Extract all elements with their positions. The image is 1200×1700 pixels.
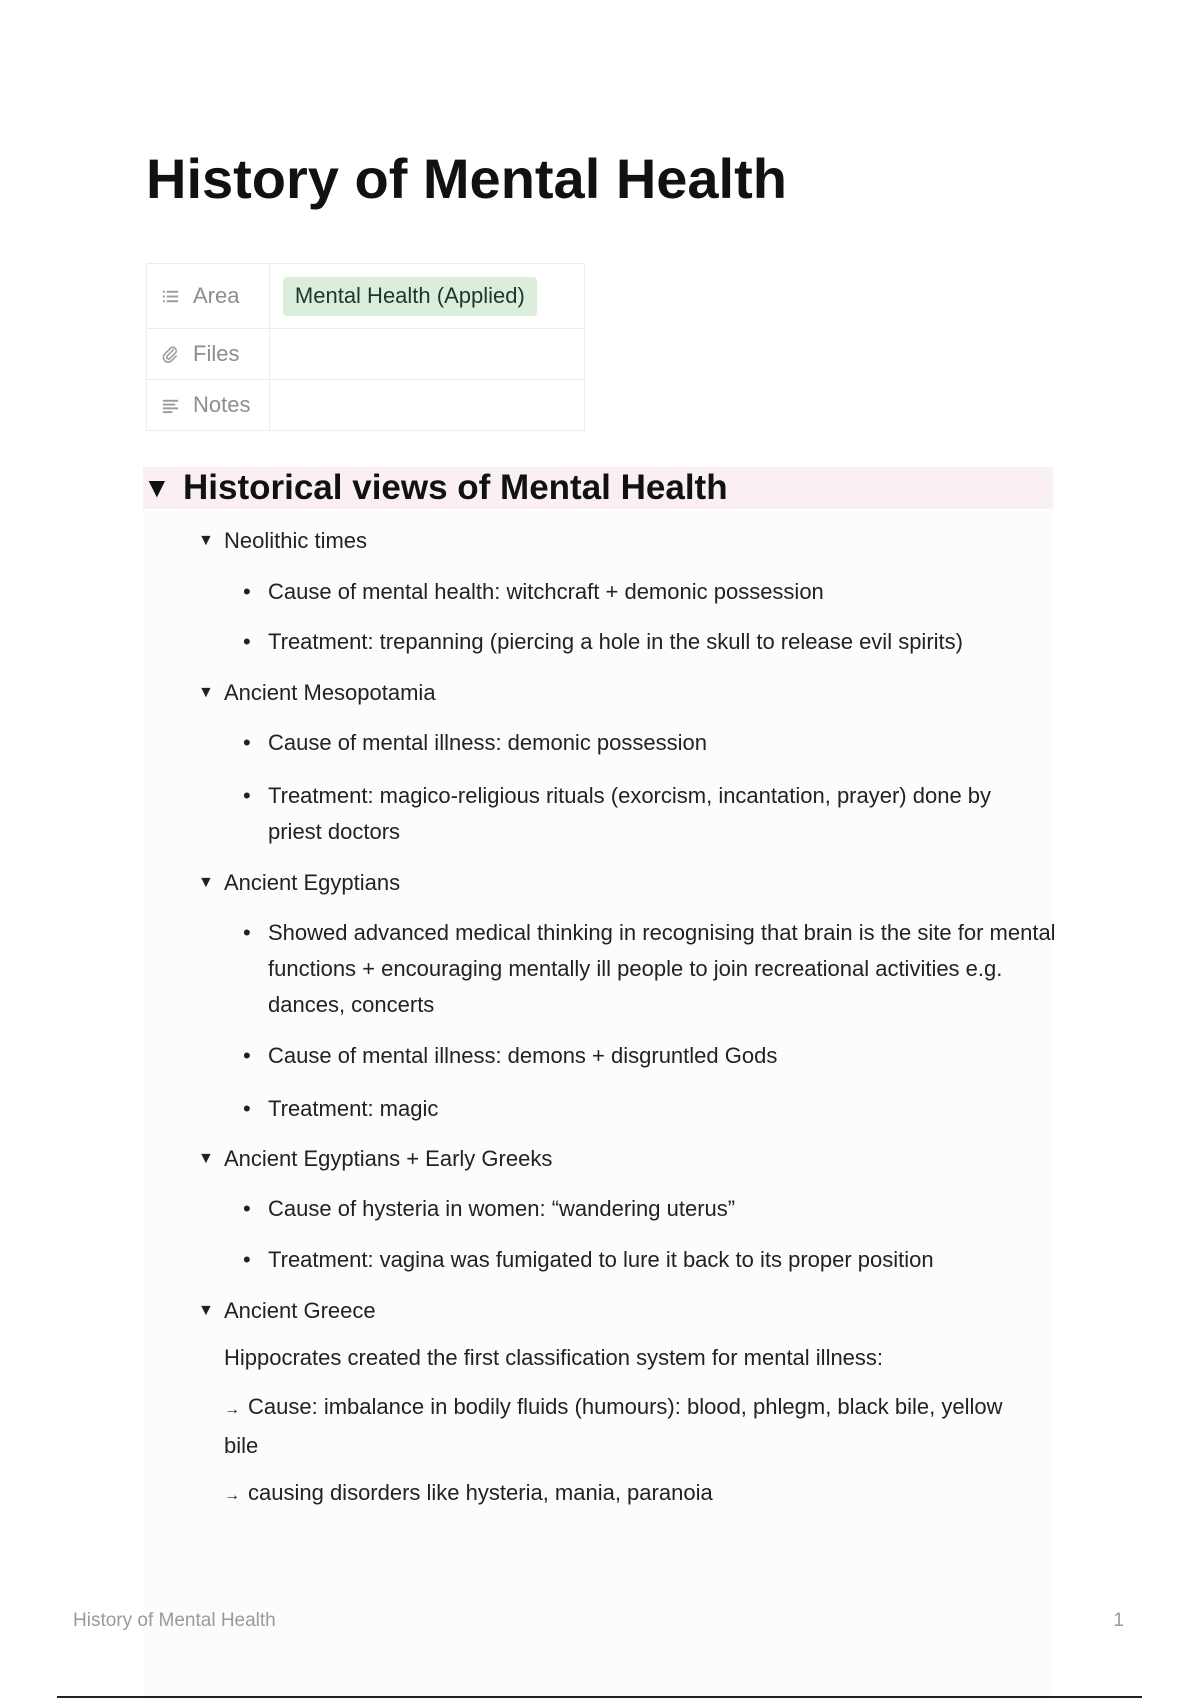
list-item: • Cause of mental illness: demonic possession — [243, 725, 1053, 761]
toggle-label: Ancient Egyptians — [224, 870, 401, 895]
toggle-heading-section — [143, 467, 1053, 509]
property-label-notes: Notes — [193, 392, 251, 417]
toggle-triangle-icon[interactable]: ▼ — [143, 472, 171, 503]
list-item: • Treatment: magic — [243, 1091, 1053, 1127]
property-row-files — [147, 329, 585, 380]
toggle-label: Neolithic times — [224, 528, 368, 553]
paragraph: Hippocrates created the first classification system for mental illness: — [224, 1345, 884, 1370]
bullet-icon: • — [243, 1247, 251, 1272]
section-heading: Historical views of Mental Health — [183, 468, 728, 507]
bullet-icon: • — [243, 1043, 251, 1068]
toggle-label: Ancient Mesopotamia — [224, 680, 436, 705]
property-value-area[interactable] — [269, 264, 584, 329]
footer-divider — [57, 1696, 1142, 1698]
list-item: • Showed advanced medical thinking in recognising that brain is the site for mental functions + encouraging mentally ill people to join recreational activities e.g. dances, concerts — [243, 915, 1058, 1023]
list-item: • Cause of mental health: witchcraft + demonic possession — [243, 574, 1053, 610]
list-item: • Treatment: trepanning (piercing a hole in the skull to release evil spirits) — [243, 624, 1053, 660]
property-label-files: Files — [193, 341, 240, 366]
property-key-notes[interactable] — [147, 380, 270, 431]
area-tag[interactable]: Mental Health (Applied) — [283, 277, 537, 316]
paragraph: → causing disorders like hysteria, mania, paranoia — [224, 1480, 713, 1505]
toggle-heading[interactable] — [143, 467, 1053, 509]
property-value-notes[interactable] — [269, 380, 584, 431]
bullet-icon: • — [243, 1096, 251, 1121]
paperclip-icon — [161, 345, 180, 364]
toggle-triangle-icon[interactable]: ▼ — [198, 532, 214, 549]
property-key-area[interactable] — [147, 264, 270, 329]
footer-page-number: 1 — [1113, 1610, 1124, 1631]
toggle-item-mesopotamia[interactable] — [198, 680, 436, 706]
property-label-area: Area — [193, 283, 240, 308]
bullet-icon: • — [243, 1196, 251, 1221]
toggle-triangle-icon[interactable]: ▼ — [198, 684, 214, 701]
toggle-label: Ancient Egyptians + Early Greeks — [224, 1146, 553, 1171]
arrow-right-icon: → — [224, 1401, 240, 1418]
property-value-files[interactable] — [269, 329, 584, 380]
toggle-item-egyptians[interactable] — [198, 870, 400, 896]
property-row-notes — [147, 380, 585, 431]
property-row-area — [147, 264, 585, 329]
list-item: • Cause of hysteria in women: “wandering uterus” — [243, 1191, 1053, 1227]
properties-table — [146, 263, 585, 431]
toggle-item-greece[interactable] — [198, 1298, 376, 1324]
footer-doc-title: History of Mental Health — [73, 1610, 276, 1631]
list-item: • Treatment: vagina was fumigated to lure it back to its proper position — [243, 1242, 1053, 1278]
bullet-icon: • — [243, 629, 251, 654]
property-key-files[interactable] — [147, 329, 270, 380]
toggle-triangle-icon[interactable]: ▼ — [198, 1150, 214, 1167]
toggle-item-neolithic[interactable] — [198, 528, 367, 554]
arrow-right-icon: → — [224, 1487, 240, 1504]
bullet-icon: • — [243, 730, 251, 755]
toggle-triangle-icon[interactable]: ▼ — [198, 874, 214, 891]
list-item: • Treatment: magico-religious rituals (exorcism, incantation, prayer) done by priest doctors — [243, 778, 1043, 850]
toggle-triangle-icon[interactable]: ▼ — [198, 1302, 214, 1319]
toggle-label: Ancient Greece — [224, 1298, 376, 1323]
bullet-icon: • — [243, 920, 251, 945]
list-item: • Cause of mental illness: demons + disgruntled Gods — [243, 1038, 1053, 1074]
text-lines-icon — [161, 396, 180, 415]
paragraph: → Cause: imbalance in bodily fluids (humours): blood, phlegm, black bile, yellow bile — [224, 1394, 1003, 1458]
bullet-icon: • — [243, 579, 251, 604]
list-icon — [161, 287, 180, 306]
toggle-item-egyptians-greeks[interactable] — [198, 1146, 552, 1172]
page-title: History of Mental Health — [146, 147, 787, 210]
bullet-icon: • — [243, 783, 251, 808]
